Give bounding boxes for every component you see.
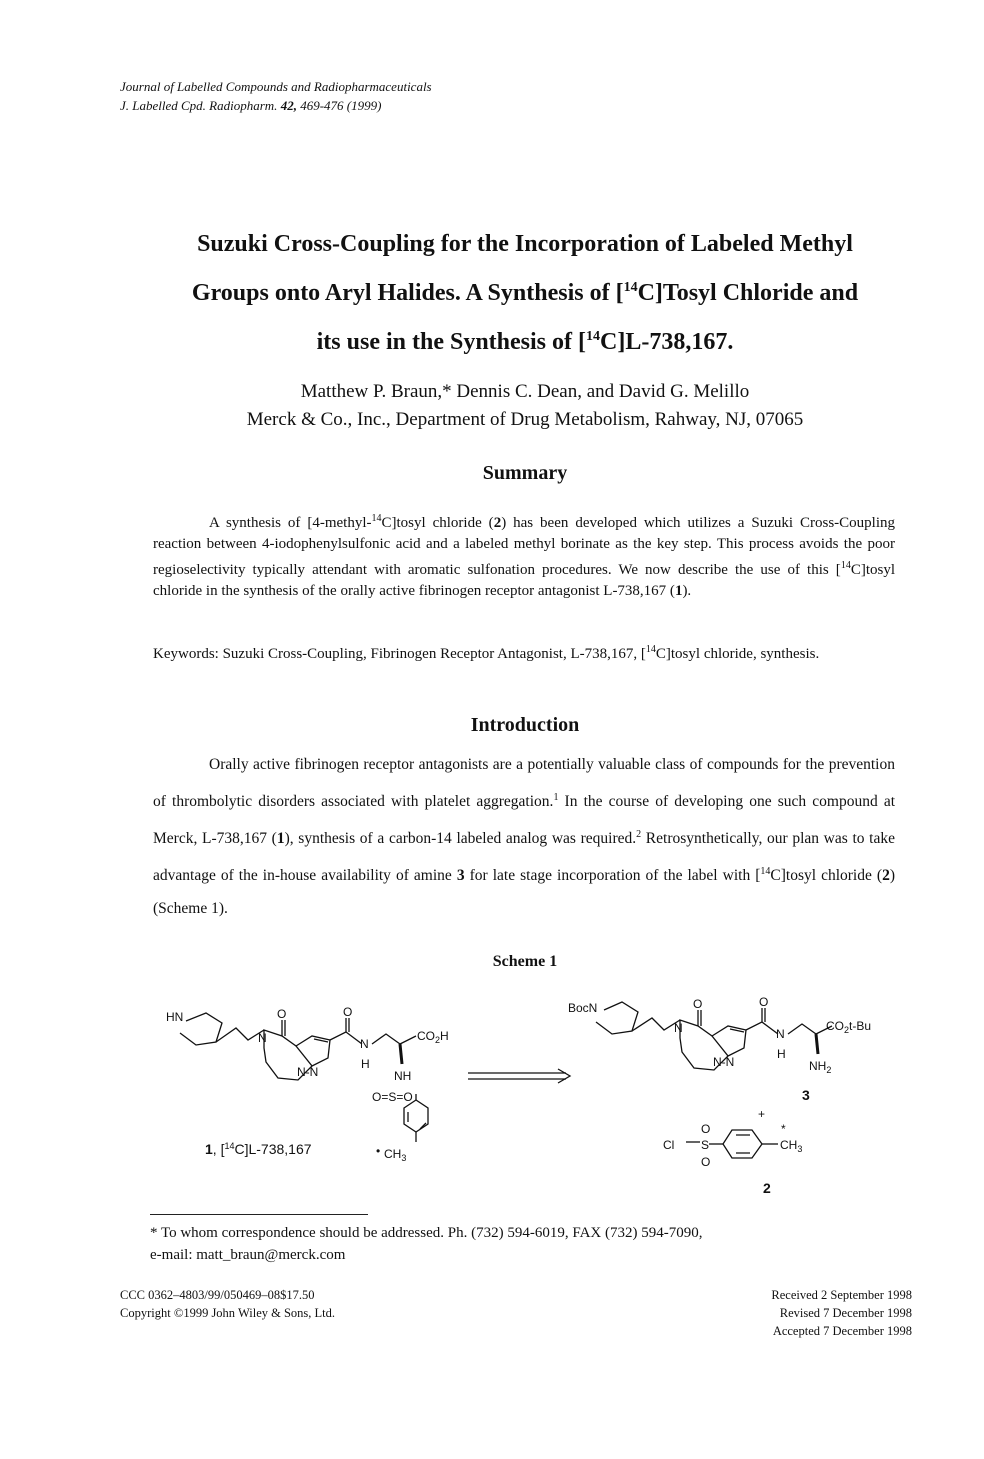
atom-star: * [781, 1122, 786, 1136]
journal-citation: J. Labelled Cpd. Radiopharm. 42, 469-476 (1999) [120, 98, 382, 113]
author-block [0, 378, 984, 434]
atom-n-amide-2: N [776, 1027, 785, 1041]
atom-o-5: O [701, 1122, 711, 1136]
atom-oso: O=S=O [372, 1090, 413, 1104]
journal-volume: 42, [280, 98, 297, 113]
atom-o-4: O [759, 995, 769, 1009]
atom-bocn: BocN [568, 1001, 598, 1015]
plus-sign: + [758, 1107, 766, 1121]
atom-co2tbu: $CO_2t-Bu$ [826, 1019, 872, 1035]
copyright-line: Copyright ©1999 John Wiley & Sons, Ltd. [120, 1306, 336, 1320]
retrosynthesis-arrow [468, 1069, 570, 1083]
scheme-1-diagram [0, 990, 984, 1210]
atom-n-n-2: N-N [713, 1055, 735, 1069]
compound-2-atoms [663, 1122, 802, 1169]
introduction-heading: Introduction [470, 714, 580, 736]
received-date: Received 2 September 1998 [771, 1288, 912, 1302]
authors: Matthew P. Braun,* Dennis C. Dean, and David G. Melillo [300, 381, 750, 402]
summary-heading: Summary [482, 462, 568, 484]
atom-nh2: $NH_2$ [809, 1059, 832, 1075]
compound-2-label: 2 [763, 1180, 771, 1196]
journal-header [120, 77, 432, 115]
atom-n-2: N [674, 1021, 683, 1035]
atom-cl: Cl [663, 1138, 675, 1152]
compound-3-label: 3 [802, 1087, 810, 1103]
compound-1-atoms [166, 1005, 449, 1163]
atom-dot-ch3: • [376, 1144, 381, 1158]
copyright-block [120, 1286, 335, 1322]
compound-2-structure [686, 1130, 778, 1158]
atom-s: S [701, 1138, 710, 1152]
ccc-code: CCC 0362–4803/99/050469–08$17.50 [120, 1288, 315, 1302]
footnote-rule [150, 1214, 368, 1215]
atom-h-1: H [361, 1057, 370, 1071]
atom-ch3-1: $CH_3$ [384, 1147, 407, 1163]
scheme-title: Scheme 1 [492, 953, 558, 970]
atom-o-3: O [693, 997, 703, 1011]
paper-title: Suzuki Cross-Coupling for the Incorporation of Labeled Methyl Groups onto Aryl Halides. A Synthesis of [$^{14}$C]Tosyl Chloride and its use in the Synthesis of [$^{14}$C]L-738,167. [191, 231, 859, 355]
atom-ch3-2: $CH_3$ [780, 1138, 803, 1154]
atom-n-n-1: N-N [297, 1065, 319, 1079]
atom-h-2: H [777, 1047, 786, 1061]
summary-text: A synthesis of [4-methyl-$^{14}$C]tosyl chloride (2) has been developed which utilizes a Suzuki Cross-Coupling reaction between 4-iodophenylsulfonic acid and a labeled methyl borinate as the key step. This process avoids the poor regioselectivity typically attendant with aromatic sulfonation procedures. We now describe the use of this [$^{14}$C]tosyl chloride in the synthesis of the orally active fibrinogen receptor antagonist L-738,167 (1). [153, 513, 895, 599]
atom-o-6: O [701, 1155, 711, 1169]
atom-n-1: N [258, 1031, 267, 1045]
atom-nh: NH [394, 1069, 412, 1083]
introduction-text: Orally active fibrinogen receptor antagonists are a potentially valuable class of compounds for the prevention of thrombolytic disorders associated with platelet aggregation.$^1$ In the course of developing one such compound at Merck, L-738,167 (1), synthesis of a carbon-14 labeled analog was required.$^2$ Retrosynthetically, our plan was to take advantage of the in-house availability of amine 3 for late stage incorporation of the label with [$^{14}$C]tosyl chloride (2) (Scheme 1). [153, 756, 896, 918]
atom-co2h: $CO_2H$ [417, 1029, 449, 1045]
atom-hn: HN [166, 1010, 184, 1024]
accepted-date: Accepted 7 December 1998 [772, 1324, 912, 1338]
atom-n-amide-1: N [360, 1037, 369, 1051]
affiliation: Merck & Co., Inc., Department of Drug Metabolism, Rahway, NJ, 07065 [246, 409, 804, 430]
atom-o-1: O [277, 1007, 287, 1021]
journal-name: Journal of Labelled Compounds and Radiopharmaceuticals [120, 79, 432, 94]
dates-block [771, 1286, 912, 1340]
atom-o-2: O [343, 1005, 353, 1019]
compound-3-atoms [568, 995, 871, 1075]
footnote: * To whom correspondence should be addressed. Ph. (732) 594-6019, FAX (732) 594-7090, e-mail: matt_braun@merck.com [150, 1225, 703, 1263]
compound-1-label: 1, [$^{14}$C]L-738,167 [205, 1141, 312, 1157]
keywords: Keywords: Suzuki Cross-Coupling, Fibrinogen Receptor Antagonist, L-738,167, [$^{14}$C]tosyl chloride, synthesis. [153, 644, 820, 662]
revised-date: Revised 7 December 1998 [779, 1306, 912, 1320]
